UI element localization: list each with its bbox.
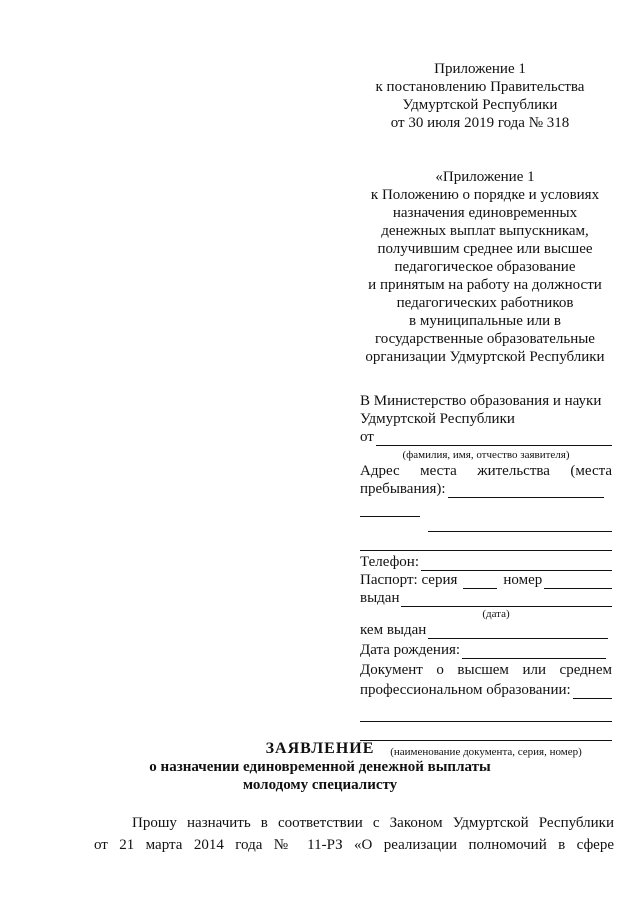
address-cont-label: пребывания): <box>360 481 446 497</box>
address-field-line2b[interactable] <box>428 517 612 532</box>
from-row <box>360 428 612 446</box>
appendix-regulation-line: денежных выплат выпускникам, <box>381 223 589 239</box>
appendix-regulation-line: к Положению о порядке и условиях <box>370 187 600 203</box>
issued-date-caption: (дата) <box>482 608 510 620</box>
issued-by-label: кем выдан <box>360 622 427 638</box>
from-label: от <box>360 429 374 445</box>
birth-label: Дата рождения: <box>360 642 461 658</box>
phone-field[interactable] <box>421 556 612 571</box>
statement-subtitle: молодому специалисту <box>242 777 398 793</box>
birth-row <box>360 641 612 659</box>
birth-date-field[interactable] <box>462 644 606 659</box>
document-word: среднем <box>559 662 612 678</box>
statement-title-block <box>0 740 640 794</box>
document-word: о <box>436 662 444 678</box>
appendix-header <box>350 60 610 132</box>
address-word: (места <box>570 463 612 479</box>
address-word: жительства <box>477 463 550 479</box>
addressee-block <box>360 392 612 759</box>
issued-by-row <box>360 621 612 639</box>
appendix-regulation-line: государственные образовательные <box>375 331 595 347</box>
document-field[interactable] <box>573 684 612 699</box>
passport-series-label: Паспорт: серия <box>360 572 458 588</box>
appendix-regulation-line: в муниципальные или в <box>409 313 561 329</box>
document-row <box>360 661 612 679</box>
address-field[interactable] <box>448 483 604 498</box>
passport-row <box>360 571 612 589</box>
appendix-regulation-line: назначения единовременных <box>392 205 578 221</box>
address-word: места <box>420 463 457 479</box>
appendix-header-line: к постановлению Правительства <box>375 79 585 95</box>
issued-date-field[interactable] <box>401 592 612 607</box>
statement-body <box>94 812 614 856</box>
document-field-line3[interactable] <box>360 726 612 741</box>
passport-number-field[interactable] <box>544 574 612 589</box>
document-word: Документ <box>360 662 423 678</box>
appendix-regulation-line: получившим среднее или высшее <box>377 241 593 257</box>
addressee-to-text: В Министерство образования и науки <box>360 393 602 409</box>
document-cont-row <box>360 681 612 699</box>
body-line <box>0 834 614 856</box>
phone-row <box>360 553 612 571</box>
appendix-regulation <box>340 168 630 366</box>
appendix-regulation-line: и принятым на работу на должности <box>368 277 602 293</box>
statement-subtitle: о назначении единовременной денежной выплаты <box>149 759 491 775</box>
document-word: или <box>522 662 547 678</box>
phone-label: Телефон: <box>360 554 419 570</box>
body-line: Прошу назначить в соответствии с Законом Удмуртской Республики <box>132 815 614 831</box>
issued-by-field[interactable] <box>428 624 608 639</box>
passport-series-field[interactable] <box>463 574 497 589</box>
address-field-line2a[interactable] <box>360 502 420 517</box>
address-word: Адрес <box>360 463 400 479</box>
appendix-header-line: Приложение 1 <box>434 61 526 77</box>
address-field-line3[interactable] <box>360 536 612 551</box>
body-line-text: от 21 марта 2014 года № 11-РЗ «О реализации полномочий в сфере <box>94 837 614 853</box>
appendix-regulation-line: организации Удмуртской Республики <box>365 349 605 365</box>
document-cont-label: профессиональном образовании: <box>360 682 571 698</box>
addressee-to-line <box>360 392 612 410</box>
statement-title: ЗАЯВЛЕНИЕ <box>265 740 375 757</box>
appendix-header-line: от 30 июля 2019 года № 318 <box>390 115 570 131</box>
passport-number-label: номер <box>503 572 543 588</box>
appendix-regulation-line: «Приложение 1 <box>435 169 535 185</box>
applicant-name-caption: (фамилия, имя, отчество заявителя) <box>402 449 570 461</box>
appendix-regulation-line: педагогических работников <box>396 295 574 311</box>
addressee-to-line2: Удмуртской Республики <box>360 411 515 427</box>
issued-row <box>360 589 612 607</box>
issued-label: выдан <box>360 590 400 606</box>
document-word: высшем <box>457 662 509 678</box>
address-row <box>360 462 612 480</box>
applicant-name-field[interactable] <box>376 431 612 446</box>
address-cont-row <box>360 480 612 498</box>
appendix-header-line: Удмуртской Республики <box>402 97 558 113</box>
document-caption: (наименование документа, серия, номер) <box>390 746 582 758</box>
document-field-line2[interactable] <box>360 707 612 722</box>
appendix-regulation-line: педагогическое образование <box>394 259 576 275</box>
